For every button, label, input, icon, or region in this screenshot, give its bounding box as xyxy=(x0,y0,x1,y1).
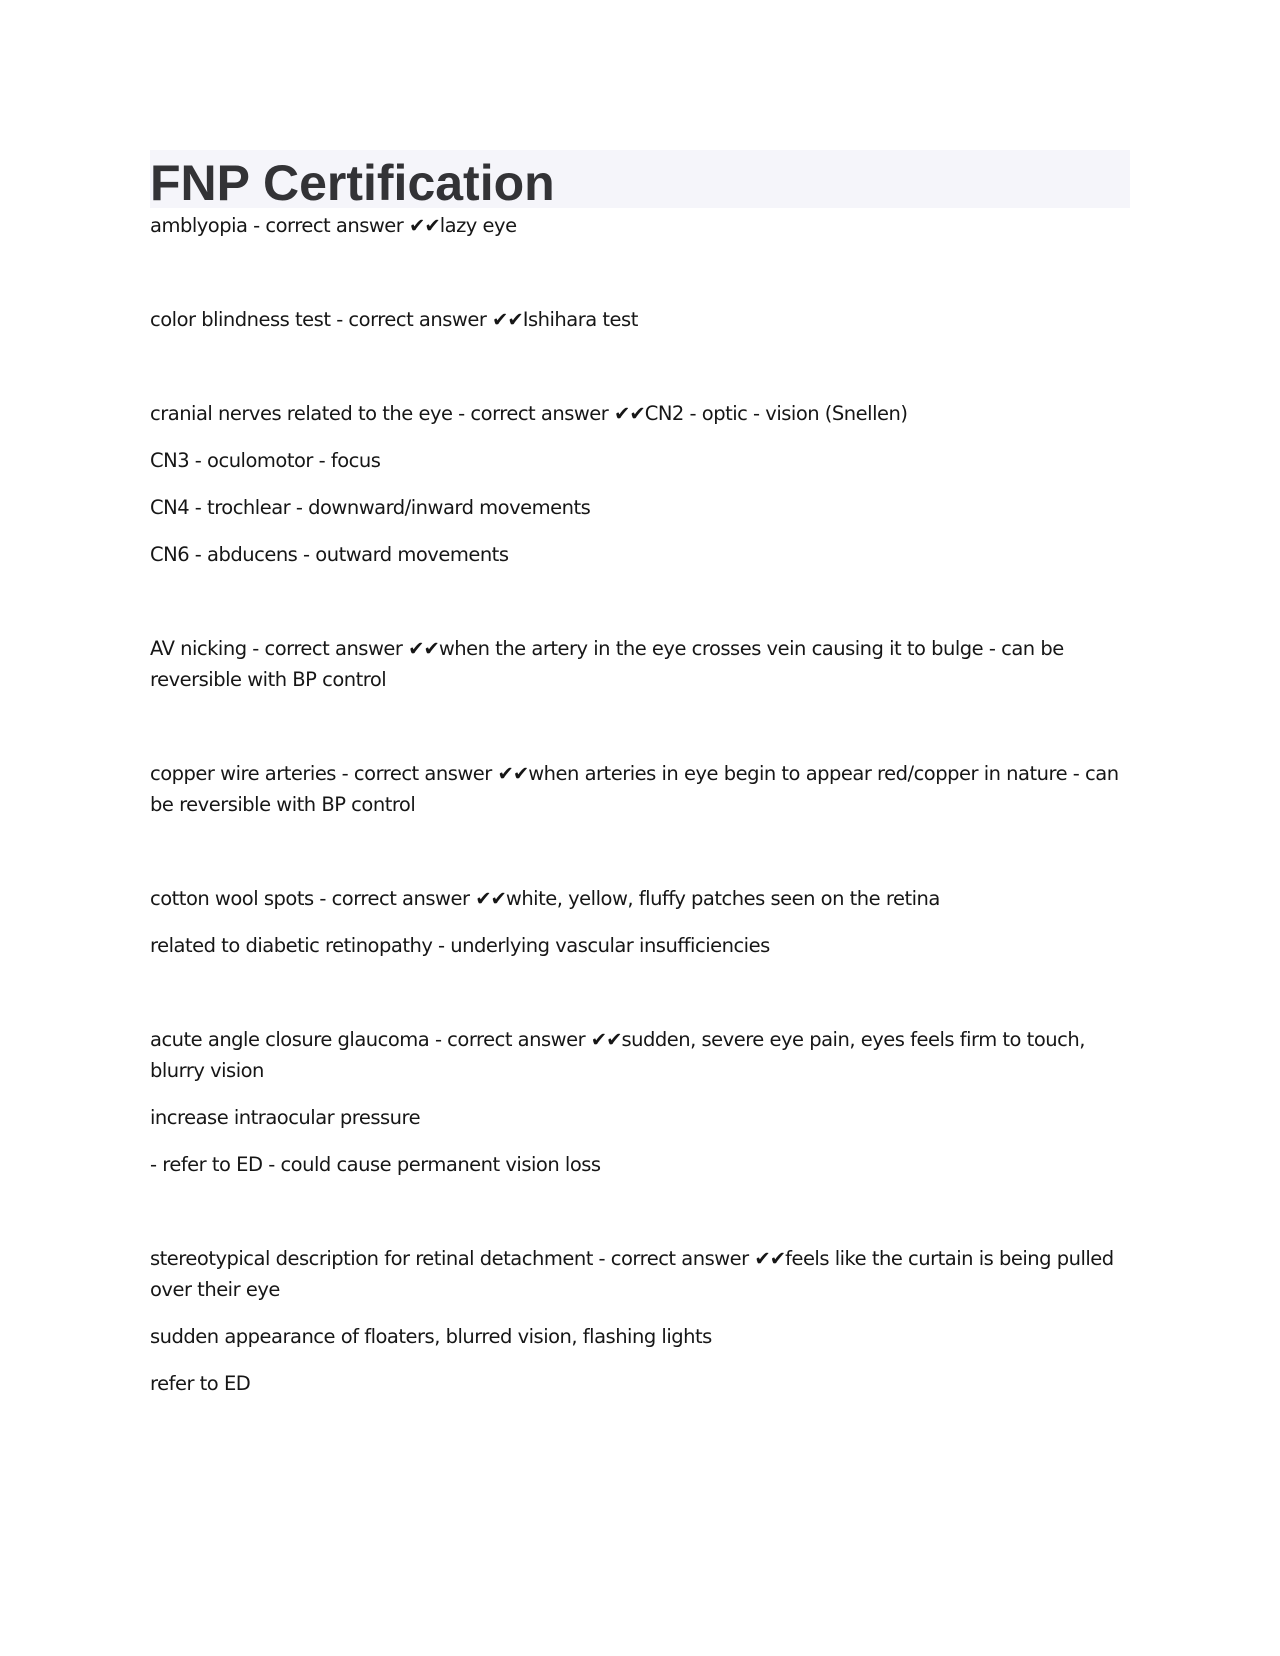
entry-term: cotton wool spots xyxy=(150,887,314,910)
checkmark-icon: ✔✔ xyxy=(492,308,523,331)
checkmark-icon: ✔✔ xyxy=(590,1028,622,1051)
correct-answer-label: - correct answer xyxy=(247,214,410,237)
entry-answer: feels like the curtain is being pulled over their eye xyxy=(150,1247,1114,1301)
entry-answer: lazy eye xyxy=(439,214,517,237)
checkmark-icon: ✔✔ xyxy=(497,762,529,785)
checkmark-icon: ✔✔ xyxy=(409,214,440,237)
entry-term: acute angle closure glaucoma xyxy=(150,1028,430,1051)
flashcard-entry xyxy=(150,398,1130,570)
checkmark-icon: ✔✔ xyxy=(614,402,645,425)
entry-term: AV nicking xyxy=(150,637,247,660)
entry-detail-line: refer to ED xyxy=(150,1372,251,1395)
entry-term: copper wire arteries xyxy=(150,762,336,785)
entry-term: stereotypical description for retinal detachment xyxy=(150,1247,593,1270)
entry-answer: when the artery in the eye crosses vein causing it to bulge - can be reversible with BP control xyxy=(150,637,1064,691)
correct-answer-label: - correct answer xyxy=(246,637,409,660)
correct-answer-label: - correct answer xyxy=(429,1028,591,1051)
entry-term: amblyopia xyxy=(150,214,248,237)
entry-detail-line: CN6 - abducens - outward movements xyxy=(150,543,509,566)
entry-question-line xyxy=(150,398,1130,429)
entry-detail-line: CN4 - trochlear - downward/inward movements xyxy=(150,496,591,519)
flashcard-entry xyxy=(150,1024,1130,1180)
entry-question-line xyxy=(150,1024,1130,1086)
checkmark-icon: ✔✔ xyxy=(754,1247,786,1270)
entry-question-line xyxy=(150,1243,1130,1305)
entry-answer: CN2 - optic - vision (Snellen) xyxy=(644,402,908,425)
flashcard-entry xyxy=(150,633,1130,695)
flashcard-list xyxy=(150,210,1130,1399)
entry-question-line xyxy=(150,633,1130,695)
correct-answer-label: - correct answer xyxy=(335,762,498,785)
flashcard-entry xyxy=(150,758,1130,820)
flashcard-entry xyxy=(150,304,1130,335)
entry-detail-line: increase intraocular pressure xyxy=(150,1106,421,1129)
document-page xyxy=(150,150,1130,1399)
entry-detail-line: sudden appearance of floaters, blurred vision, flashing lights xyxy=(150,1325,712,1348)
flashcard-entry xyxy=(150,210,1130,241)
entry-question-line xyxy=(150,758,1130,820)
entry-detail-line: CN3 - oculomotor - focus xyxy=(150,449,381,472)
correct-answer-label: - correct answer xyxy=(452,402,615,425)
document-title: FNP Certification xyxy=(150,155,555,211)
entry-question-line xyxy=(150,883,1130,914)
entry-answer: when arteries in eye begin to appear red/copper in nature - can be reversible with BP control xyxy=(150,762,1119,816)
entry-answer: sudden, severe eye pain, eyes feels firm to touch, blurry vision xyxy=(150,1028,1085,1082)
checkmark-icon: ✔✔ xyxy=(408,637,439,660)
entry-detail-line: - refer to ED - could cause permanent vision loss xyxy=(150,1153,601,1176)
title-bar xyxy=(150,150,1130,211)
entry-detail-line: related to diabetic retinopathy - underlying vascular insufficiencies xyxy=(150,934,770,957)
correct-answer-label: - correct answer xyxy=(313,887,476,910)
flashcard-entry xyxy=(150,1243,1130,1399)
entry-term: color blindness test xyxy=(150,308,331,331)
correct-answer-label: - correct answer xyxy=(330,308,493,331)
entry-question-line xyxy=(150,210,1130,241)
entry-term: cranial nerves related to the eye xyxy=(150,402,453,425)
checkmark-icon: ✔✔ xyxy=(475,887,506,910)
flashcard-entry xyxy=(150,883,1130,961)
entry-answer: white, yellow, fluffy patches seen on the retina xyxy=(505,887,940,910)
correct-answer-label: - correct answer xyxy=(592,1247,755,1270)
entry-answer: Ishihara test xyxy=(522,308,638,331)
entry-question-line xyxy=(150,304,1130,335)
